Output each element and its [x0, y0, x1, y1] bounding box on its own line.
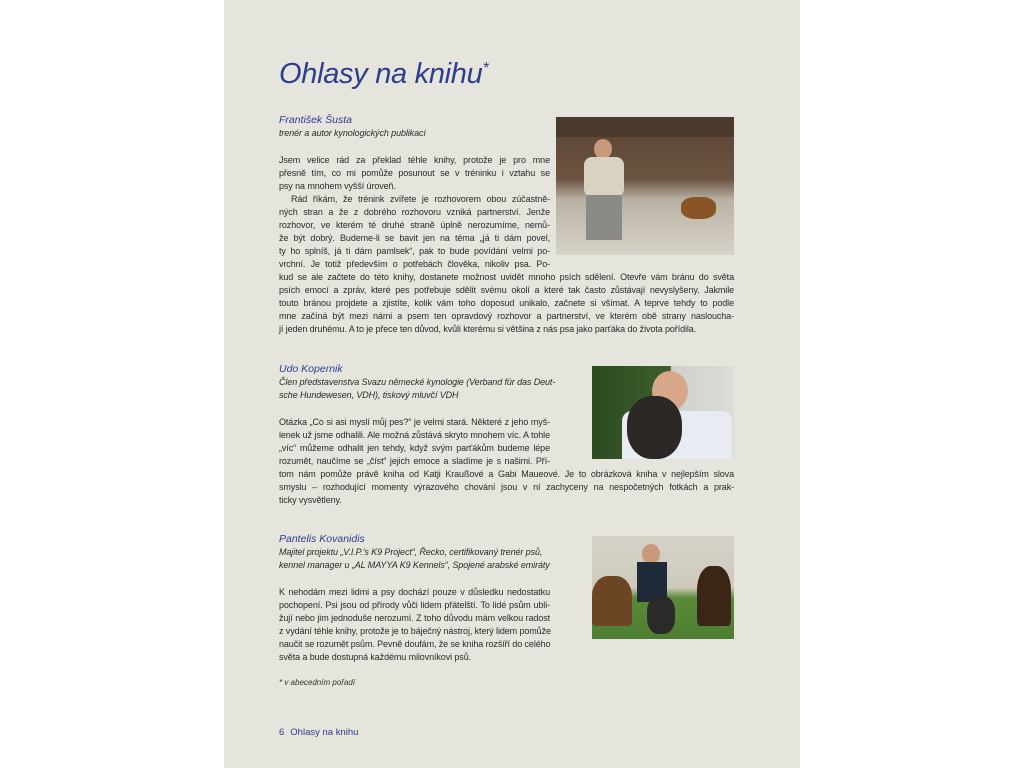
spacer [279, 572, 734, 586]
body-text-line: rozhovor, ve kterém té druhé straně úplně nerozumíme, nemů- [279, 220, 550, 230]
page-title [279, 58, 488, 91]
body-text-line: Otázka „Co si asi myslí můj pes?“ je velmi stará. Některé z jeho myš- [279, 417, 550, 427]
body-text-line: K nehodám mezi lidmi a psy dochází pouze v důsledku nedostatku [279, 587, 550, 597]
body-text-line: lenek už jsme odhalili. Ale možná zůstává skryto mnohem víc. A tohle [279, 430, 550, 440]
author-role-line: Majitel projektu „V.I.P.'s K9 Project“, Řecko, certifikovaný trenér psů, [279, 547, 543, 557]
book-page [224, 0, 800, 768]
author-name: Udo Kopernik [279, 363, 343, 375]
author-role-line: trenér a autor kynologických publikací [279, 128, 426, 138]
body-text-line: Jsem velice rád za překlad téhle knihy, protože je pro mne [279, 155, 550, 165]
body-text-line: ticky vysvětleny. [279, 495, 342, 505]
body-text-line: kud se ale začtete do této knihy, dostanete možnost uvidět mnoho psích sdělení. Otevře vám bránu do světa [279, 272, 734, 282]
spacer [279, 140, 734, 154]
testimonial-pantelis-kovanidis [279, 533, 734, 664]
spacer [279, 402, 734, 416]
body-text-line: světa a bude dostupná každému milovníkovi psů. [279, 652, 472, 662]
body-text-line: tom nám pomůže právě kniha od Katji Kraußové a Gabi Maueové. Je to obrázková kniha v nejlepším slova [279, 469, 734, 479]
author-name: František Šusta [279, 114, 352, 126]
body-text-line: „víc“ můžeme odhalit jen tehdy, když svým parťákům budeme lépe [279, 443, 550, 453]
body-text-line: rozumět, naučíme se „číst“ jejich emoce a sladíme je s našimi. Pří- [279, 456, 550, 466]
testimonial-frantisek-susta [279, 114, 734, 336]
body-text-line: pochopení. Psi jsou od přírody vůči lidem přátelští. To lidé psům ubli- [279, 600, 550, 610]
author-role-line: sche Hundewesen, VDH), tiskový mluvčí VDH [279, 390, 459, 400]
testimonial-udo-kopernik [279, 363, 734, 507]
body-text-line: mne začíná být mezi námi a psem ten opravdový rozhovor a partnerství, ve kterém obě strany naslouchа- [279, 311, 734, 321]
body-text-line: že být dobrý. Budeme-li se bavit jen na téma „já ti dám povel, [279, 233, 550, 243]
body-text-line: psích emocí a zpráv, které pes potřebuje sdělit svému okolí a které tak často zůstávají nevyslyšeny. Jakmile [279, 285, 734, 295]
page-number: 6 [279, 727, 285, 738]
body-text-line: Rád říkám, že trénink zvířete je rozhovorem obou zúčastně- [291, 194, 550, 204]
footnote: * v abecedním pořadí [279, 678, 356, 687]
title-asterisk: * [482, 60, 489, 77]
body-text-line: vrchní. Je totiž především o potřebách člověka, nikoliv psa. Po- [279, 259, 550, 269]
body-text-line: žují nebo jim jednoduše nerozumí. Z toho důvodu mám velkou radost [279, 613, 550, 623]
author-role-line: kennel manager u „AL MAYYA K9 Kennels“, Spojené arabské emiráty [279, 560, 550, 570]
body-text-line: ty ho splníš, já ti dám pamlsek“, pak to bude povídání velmi po- [279, 246, 550, 256]
title-text: Ohlasy na knihu [279, 58, 483, 90]
body-text-line: touto bránou projdete a zjistíte, kolik vám toho doposud unikalo, začnete si všímat. A teprve tehdy to podle [279, 298, 734, 308]
author-name: Pantelis Kovanidis [279, 533, 365, 545]
body-text-line: z vydání téhle knihy, protože je to báječný nástroj, který lidem pomůže [279, 626, 551, 636]
body-text-line: přesně tím, co mi pomůže posunout se v tréninku i vztahu se [279, 168, 550, 178]
body-text-line: psy na mnohem vyšší úroveň. [279, 181, 396, 191]
footer-section-title: Ohlasy na knihu [290, 727, 359, 738]
body-text-line: smyslu – rozhodující momenty výrazového chování jsou v ní zachyceny na nespočetných fotkách a prak- [279, 482, 734, 492]
body-text-line: ných stran a že z dobrého rozhovoru vzniká partnerství. Jenže [279, 207, 550, 217]
body-text-line: naučit se rozumět psům. Pevně doufám, že se kniha rozšíří do celého [279, 639, 551, 649]
body-text-line: jí jeden druhému. A to je přece ten důvod, kvůli kterému si většina z nás psa jako parťáka do života pořídila. [279, 324, 697, 334]
author-role-line: Člen představenstva Svazu německé kynologie (Verband für das Deut- [279, 377, 556, 387]
page-footer [279, 727, 358, 738]
